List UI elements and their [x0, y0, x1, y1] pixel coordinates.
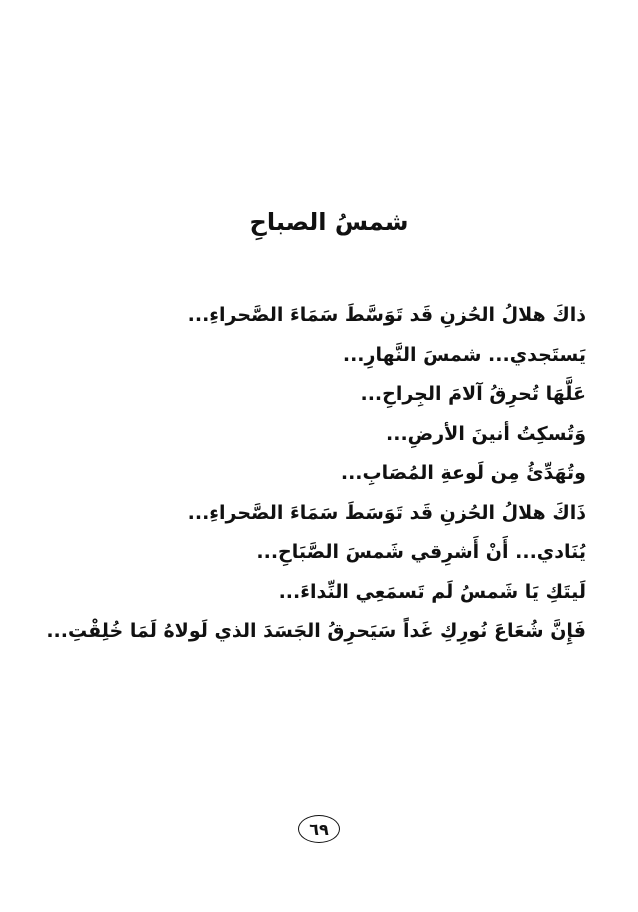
poem-body — [46, 296, 586, 650]
poem-line: فَإِنَّ شُعَاعَ نُورِكِ غَداً سَيَحرِقُ الجَسَدَ الذي لَولاهُ لَمَا خُلِقْتِ... — [46, 620, 586, 642]
poem-line: يَستَجدي... شمسَ النَّهارِ... — [342, 343, 586, 366]
page-number: ٦٩ — [298, 815, 340, 843]
poem-line: عَلَّهَا تُحرِقُ آلامَ الجِراحِ... — [360, 383, 586, 405]
poem-line: ذاكَ هلالُ الحُزنِ قَد تَوَسَّطَ سَمَاءَ الصَّحراءِ... — [187, 304, 586, 326]
poem-title: شمسُ الصباحِ — [249, 208, 409, 236]
poem-line: وتُهَدِّئُ مِن لَوعةِ المُصَابِ... — [340, 462, 586, 484]
poem-line: يُنَادي... أَنْ أَشرِقي شَمسَ الصَّبَاحِ... — [256, 541, 586, 563]
poem-line: ذَاكَ هلالُ الحُزنِ قَد تَوَسَطَ سَمَاءَ الصَّحراءِ... — [187, 501, 586, 524]
poem-line: لَيتَكِ يَا شَمسُ لَم تَسمَعِي النِّداءَ... — [278, 580, 586, 603]
poem-line: وَتُسكِتُ أنينَ الأرضِ... — [386, 422, 586, 445]
